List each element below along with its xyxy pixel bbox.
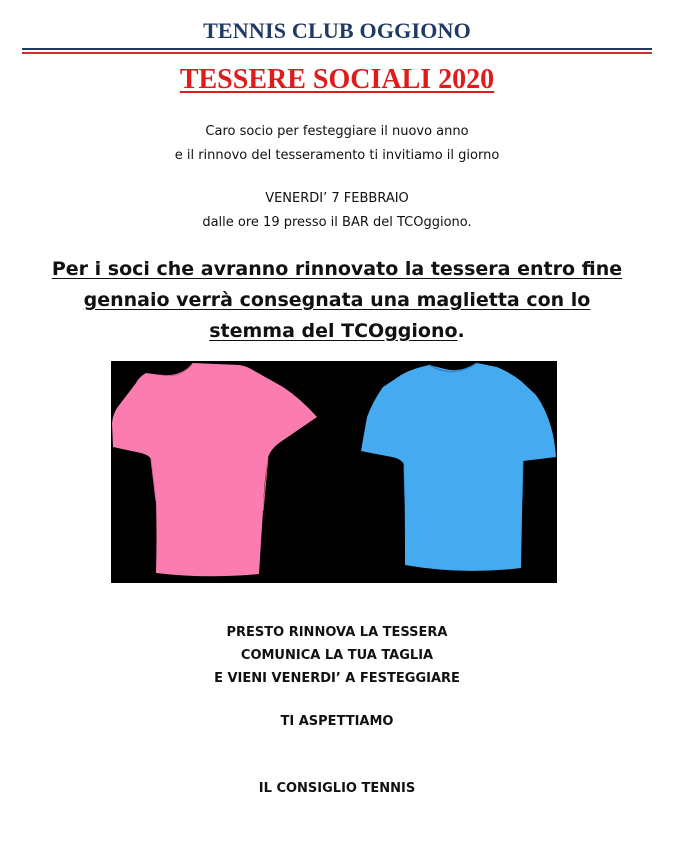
call-to-action xyxy=(0,621,674,690)
cta-line-2: COMUNICA LA TUA TAGLIA xyxy=(240,648,434,663)
intro-paragraph xyxy=(0,120,674,168)
promo-period: . xyxy=(457,320,465,342)
intro-line-2: e il rinnovo del tesseramento ti invitiamo il giorno xyxy=(174,148,500,163)
club-name: TENNIS CLUB OGGIONO xyxy=(203,18,471,43)
event-time-place: dalle ore 19 presso il BAR del TCOggiono. xyxy=(202,215,472,230)
header-rule-blue xyxy=(22,48,652,50)
closing-greeting: TI ASPETTIAMO xyxy=(280,714,394,729)
intro-line-1: Caro socio per festeggiare il nuovo anno xyxy=(205,124,469,139)
promo-line-3: stemma del TCOggiono xyxy=(209,320,458,342)
cta-line-3: E VIENI VENERDI’ A FESTEGGIARE xyxy=(214,671,460,686)
event-paragraph xyxy=(0,187,674,235)
promo-line-1: Per i soci che avranno rinnovato la tessera entro fine xyxy=(51,258,623,280)
signature: IL CONSIGLIO TENNIS xyxy=(258,781,416,796)
tshirts-image xyxy=(111,361,557,583)
header-rule-red xyxy=(22,52,652,54)
event-date: VENERDI’ 7 FEBBRAIO xyxy=(265,191,409,206)
promo-paragraph xyxy=(30,254,644,347)
cta-line-1: PRESTO RINNOVA LA TESSERA xyxy=(226,625,448,640)
document-title: TESSERE SOCIALI 2020 xyxy=(179,64,495,95)
promo-line-2: gennaio verrà consegnata una maglietta con lo xyxy=(83,289,591,311)
